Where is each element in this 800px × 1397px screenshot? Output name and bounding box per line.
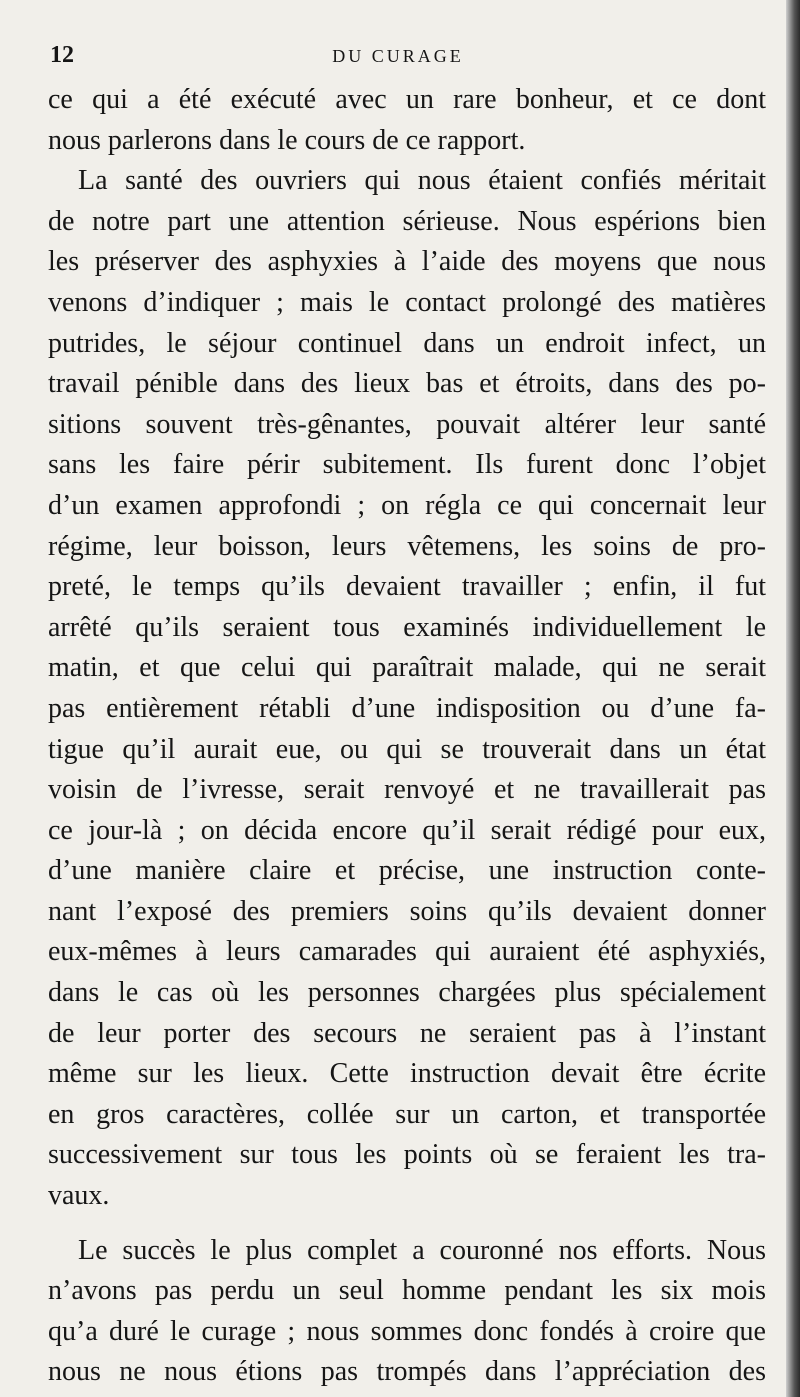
text-line: ce jour-là ; on décida encore qu’il serait rédigé pour eux, [48, 814, 766, 846]
running-head: DU CURAGE [332, 46, 464, 66]
text-line: Le succès le plus complet a couronné nos efforts. Nous [78, 1234, 766, 1266]
text-line: nant l’exposé des premiers soins qu’ils devaient donner [48, 895, 766, 927]
text-line: nous ne nous étions pas trompés dans l’appréciation des [48, 1356, 766, 1388]
text-line: matin, et que celui qui paraîtrait malade, qui ne serait [48, 652, 766, 684]
text-line: pas entièrement rétabli d’une indisposition ou d’une fa- [48, 692, 766, 724]
text-line: tigue qu’il aurait eue, ou qui se trouverait dans un état [48, 733, 766, 765]
paragraph-gap [48, 1217, 766, 1231]
text-line: n’avons pas perdu un seul homme pendant les six mois [48, 1275, 766, 1307]
text-line: les préserver des asphyxies à l’aide des moyens que nous [48, 246, 766, 278]
text-line: dans le cas où les personnes chargées plus spécialement [48, 977, 766, 1009]
text-line: de notre part une attention sérieuse. Nous espérions bien [48, 205, 766, 237]
text-line: voisin de l’ivresse, serait renvoyé et ne travaillerait pas [48, 774, 766, 806]
text-line: successivement sur tous les points où se feraient les tra- [48, 1139, 766, 1171]
page-edge [786, 0, 800, 1397]
text-line: venons d’indiquer ; mais le contact prolongé des matières [48, 286, 766, 318]
text-line: qu’a duré le curage ; nous sommes donc fondés à croire que [48, 1315, 766, 1347]
text-line: même sur les lieux. Cette instruction devait être écrite [48, 1058, 766, 1090]
text-line: sitions souvent très-gênantes, pouvait altérer leur santé [48, 408, 766, 440]
text-line: en gros caractères, collée sur un carton, et transportée [48, 1098, 766, 1130]
text-line: sans les faire périr subitement. Ils furent donc l’objet [48, 449, 766, 481]
text-line: ce qui a été exécuté avec un rare bonheur, et ce dont [48, 84, 766, 115]
paragraph-2 [48, 161, 766, 1216]
text-line: putrides, le séjour continuel dans un endroit infect, un [48, 327, 766, 359]
text-line: d’une manière claire et précise, une instruction conte- [48, 855, 766, 887]
text-line: de leur porter des secours ne seraient pas à l’instant [48, 1017, 766, 1049]
page-number: 12 [50, 42, 74, 68]
text-line: vaux. [48, 1180, 110, 1212]
text-line: régime, leur boisson, leurs vêtemens, les soins de pro- [48, 530, 766, 562]
body-text [48, 80, 766, 1393]
paragraph-1 [48, 80, 766, 161]
text-line: La santé des ouvriers qui nous étaient confiés méritait [78, 165, 766, 197]
text-line: eux-mêmes à leurs camarades qui auraient été asphyxiés, [48, 936, 766, 968]
text-line: travail pénible dans des lieux bas et étroits, dans des po- [48, 368, 766, 400]
text-line: nous parlerons dans le cours de ce rapport. [48, 124, 526, 156]
text-line: preté, le temps qu’ils devaient travailler ; enfin, il fut [48, 571, 766, 603]
text-line: d’un examen approfondi ; on régla ce qui concernait leur [48, 489, 766, 521]
page-header [50, 42, 746, 72]
text-line: arrêté qu’ils seraient tous examinés individuellement le [48, 611, 766, 643]
paragraph-3 [48, 1231, 766, 1393]
